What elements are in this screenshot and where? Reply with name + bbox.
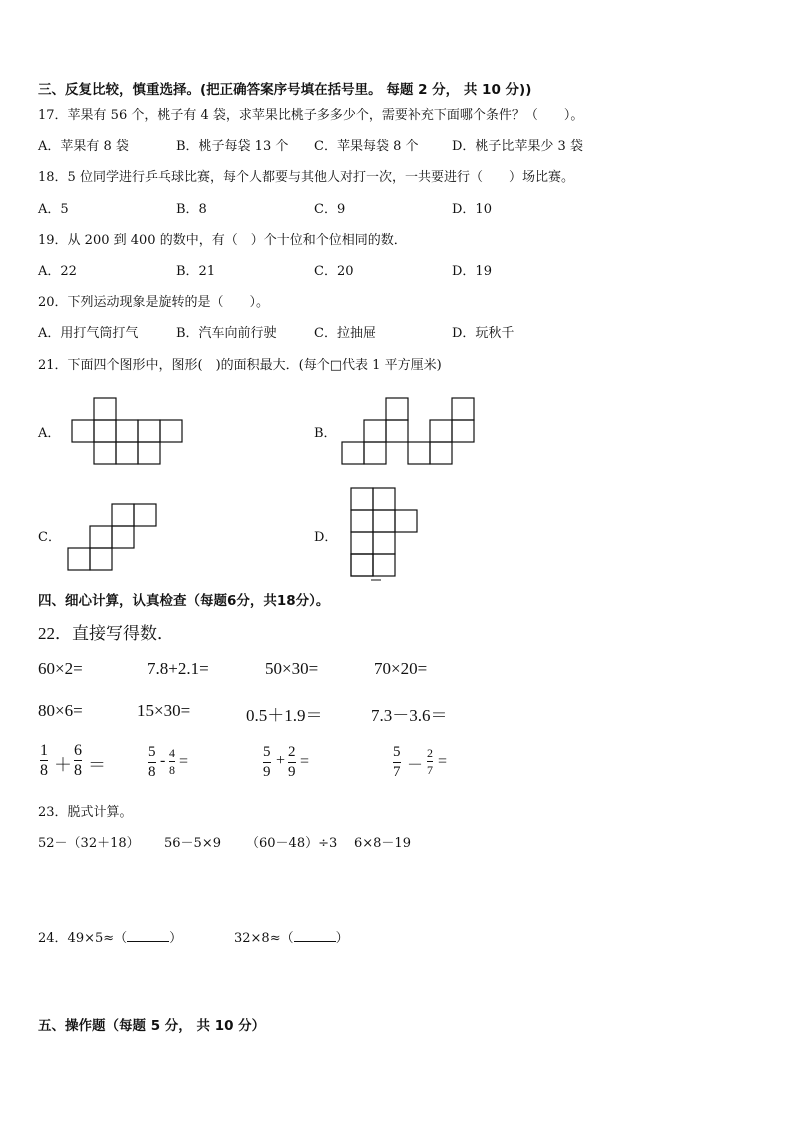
frac2-a: 5 8 bbox=[148, 744, 156, 780]
frac3-eq: = bbox=[300, 753, 310, 770]
q17-option-a: A．苹果有 8 袋 bbox=[38, 139, 129, 154]
q21-figure-a bbox=[70, 397, 186, 467]
frac4-a: 5 7 bbox=[393, 744, 401, 780]
q21-stem: 21．下面四个图形中，图形( )的面积最大．(每个□代表 1 平方厘米) bbox=[38, 358, 442, 373]
frac1-a: 1 8 bbox=[40, 742, 48, 779]
frac4-op: － bbox=[407, 757, 424, 774]
frac1-eq: ＝ bbox=[88, 755, 106, 775]
frac3-op: + bbox=[276, 752, 286, 769]
q20-stem: 20．下列运动现象是旋转的是（ ）。 bbox=[38, 295, 270, 310]
q21-label-d: D． bbox=[314, 530, 338, 545]
q20-option-d: D．玩秋千 bbox=[452, 326, 515, 341]
q17-option-b: B．桃子每袋 13 个 bbox=[176, 139, 289, 154]
frac3-a: 5 9 bbox=[263, 744, 271, 780]
frac4-eq: = bbox=[438, 753, 448, 770]
q20-option-b: B．汽车向前行驶 bbox=[176, 326, 277, 341]
q23-stem: 23．脱式计算。 bbox=[38, 805, 133, 820]
q17-option-c: C．苹果每袋 8 个 bbox=[314, 139, 419, 154]
frac2-eq: = bbox=[179, 753, 189, 770]
q17-option-d: D．桃子比苹果少 3 袋 bbox=[452, 139, 583, 154]
q22-r1-c4: 70×20= bbox=[374, 659, 428, 678]
q22-r1-c3: 50×30= bbox=[265, 659, 319, 678]
q19-option-c: C．20 bbox=[314, 264, 354, 279]
section5-title: 五、操作题（每题 5 分， 共 10 分） bbox=[38, 1018, 266, 1034]
frac2-b: 4 8 bbox=[169, 746, 175, 777]
q22-stem: 22．直接写得数． bbox=[38, 624, 174, 643]
q22-r2-c4: 7.3－3.6＝ bbox=[371, 706, 448, 725]
q19-option-b: B．21 bbox=[176, 264, 216, 279]
q24-blank-1[interactable] bbox=[127, 929, 169, 942]
q17-stem: 17．苹果有 56 个，桃子有 4 袋，求苹果比桃子多多少个，需要补充下面哪个条件？（ ）。 bbox=[38, 108, 584, 123]
q24-blank-2[interactable] bbox=[294, 929, 336, 942]
q22-r1-c2: 7.8+2.1= bbox=[147, 659, 209, 678]
q18-option-a: A．5 bbox=[38, 202, 69, 217]
q19-option-a: A．22 bbox=[38, 264, 77, 279]
q24-item-2: 32×8≈（ ） bbox=[234, 931, 349, 946]
q20-option-a: A．用打气筒打气 bbox=[38, 326, 139, 341]
q21-label-a: A． bbox=[38, 426, 61, 441]
frac3-b: 2 9 bbox=[288, 744, 296, 780]
q21-figure-b bbox=[340, 397, 480, 467]
q18-option-c: C．9 bbox=[314, 202, 346, 217]
q18-option-d: D．10 bbox=[452, 202, 492, 217]
q22-r2-c2: 15×30= bbox=[137, 701, 191, 720]
q18-option-b: B．8 bbox=[176, 202, 207, 217]
q22-r2-c3: 0.5＋1.9＝ bbox=[246, 706, 323, 725]
q20-option-c: C．拉抽屉 bbox=[314, 326, 376, 341]
q21-label-c: C． bbox=[38, 530, 61, 545]
q19-option-d: D．19 bbox=[452, 264, 492, 279]
q19-stem: 19．从 200 到 400 的数中，有（ ）个十位和个位相同的数． bbox=[38, 233, 407, 248]
q22-r1-c1: 60×2= bbox=[38, 659, 83, 678]
section3-title: 三、反复比较，慎重选择。(把正确答案序号填在括号里。 每题 2 分， 共 10 分)) bbox=[38, 82, 532, 98]
frac4-b: 2 7 bbox=[427, 746, 433, 777]
q21-figure-c bbox=[66, 503, 162, 573]
q24-item-1: 24．49×5≈（ ） bbox=[38, 931, 183, 946]
q18-stem: 18．5 位同学进行乒乓球比赛，每个人都要与其他人对打一次，一共要进行（ ）场比赛。 bbox=[38, 170, 574, 185]
q21-label-b: B． bbox=[314, 426, 337, 441]
q22-r2-c1: 80×6= bbox=[38, 701, 83, 720]
q23-item-4: 6×8－19 bbox=[354, 836, 411, 851]
q23-item-3: （60－48）÷3 bbox=[246, 836, 338, 851]
frac2-op: - bbox=[160, 752, 166, 769]
q23-item-2: 56－5×9 bbox=[164, 836, 221, 851]
q23-item-1: 52－（32＋18） bbox=[38, 836, 140, 851]
section4-title: 四、细心计算，认真检查（每题6分，共18分）。 bbox=[38, 593, 330, 609]
q21-figure-d-bottom bbox=[349, 553, 423, 585]
frac1-b: 6 8 bbox=[74, 742, 82, 779]
frac1-op: ＋ bbox=[54, 755, 72, 775]
